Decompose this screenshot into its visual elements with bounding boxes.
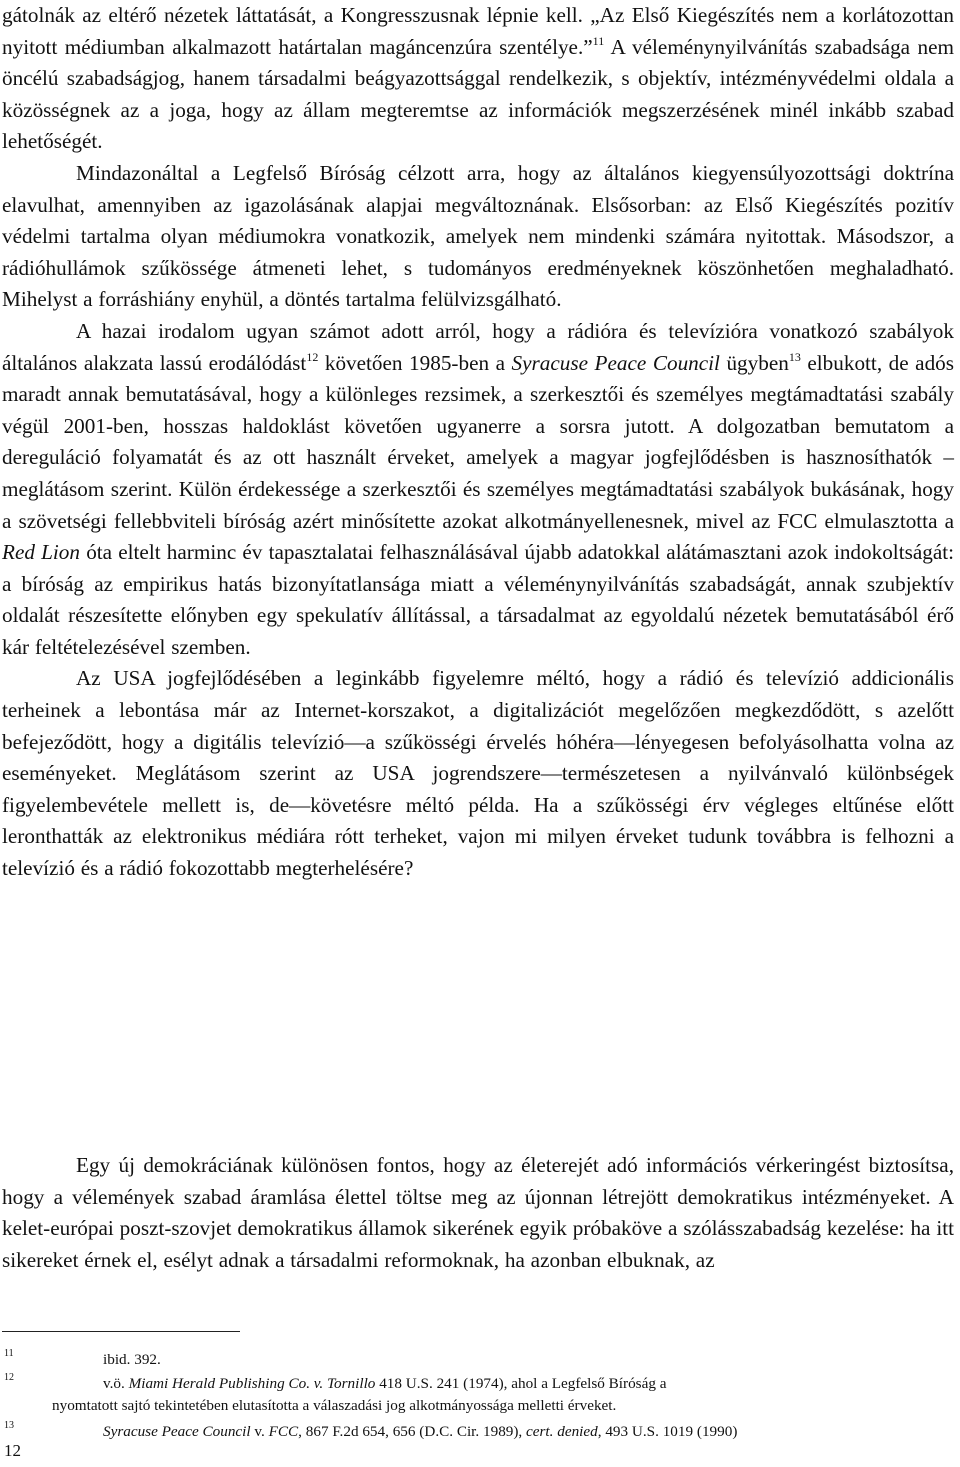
footnote-12-continued: nyomtatott sajtó tekintetében elutasította a válaszadási jog alkotmányossága melletti érveket. <box>52 1397 617 1414</box>
footnote-number: 13 <box>4 1420 14 1431</box>
paragraph-text: A hazai irodalom ugyan számot adott arról, hogy a rádióra és televízióra vonatkozó szabályok általános alakzata lassú erodálódást <box>2 318 954 375</box>
footnote-text-part: , 867 F.2d 654, 656 (D.C. Cir. 1989), <box>298 1423 527 1440</box>
body-text-lower <box>0 1150 956 1276</box>
paragraph: Egy új demokráciának különösen fontos, hogy az életerejét adó információs vérkeringést biztosítsa, hogy a vélemények szabad áramlása élettel töltse meg az újonnan létrejött demokratikus intézményeket. A kelet-európai poszt-szovjet demokratikus államok sikerének egyik próbaköve a szólásszabadság kezelése: ha itt sikereket érnek el, esélyt adnak a társadalmi reformoknak, ha azonban elbuknak, az <box>2 1153 954 1272</box>
case-name-italic: FCC <box>268 1423 299 1440</box>
footnote-ref-12[interactable]: 12 <box>306 349 319 364</box>
paragraph-text: óta eltelt harminc év tapasztalatai felhasználásával újabb adatokkal alátámasztani azok indokoltságát: a bíróság az empirikus hatás bizonyítatlansága miatt a véleménynyilvánítás szabadságát, annak szubjektív oldalát részesítette előnyben egy spekulatív állítással, a társadalmat az egyoldalú nézetek bemutatásából érő kár feltételezésével szemben. <box>2 540 954 659</box>
paragraph-text: A véleménynyilvánítás szabadsága nem öncélú szabadságjog, hanem társadalmi beágyazottsággal rendelkezik, s objektív, intézményvédelmi oldala a közösségnek az a joga, hogy az állam megteremtse az információk megszerzésének minél inkább szabad lehetőségét. <box>2 34 954 154</box>
footnote-text <box>103 1374 955 1394</box>
footnote-separator <box>2 1331 240 1332</box>
case-name-italic: Miami Herald Publishing Co. v. Tornillo <box>128 1375 376 1392</box>
paragraph-text: elbukott, de adós maradt annak bemutatásával, hogy a különleges rezsimek, a szerkesztői és személyes megtámadtatási szabály végül 2001-ben, hosszas haldoklást követően ugyanerre a sorsra jutott. A dolgozatban bemutatom a dereguláció folyamatát és az ott használt érveket, amelyek a magyar jogfejlődésben is hasznosíthatók – meglátásom szerint. Külön érdekessége a szerkesztői és személyes megtámadtatási szabályok bukásának, hogy a szövetségi fellebbviteli bíróság azért minősítette azokat alkotmányellenesnek, mivel az FCC elmulasztotta a <box>2 350 955 533</box>
footnote-text-part: 418 U.S. 241 (1974), ahol a Legfelső Bíróság a <box>375 1375 667 1392</box>
case-name-italic: Syracuse Peace Council <box>511 350 720 375</box>
footnote-text: ibid. 392. <box>103 1351 161 1368</box>
footnote-text-part: v. <box>250 1423 269 1440</box>
footnote-text-part: , 493 U.S. 1019 (1990) <box>597 1423 738 1440</box>
footnote-ref-13[interactable]: 13 <box>788 349 801 364</box>
case-name-italic: Syracuse Peace Council <box>103 1423 251 1440</box>
footnote-text-part: v.ö. <box>103 1375 129 1392</box>
paragraph <box>0 316 956 664</box>
footnote-number: 11 <box>4 1348 14 1359</box>
case-name-italic: Red Lion <box>2 540 80 565</box>
paragraph-text: gátolnák az eltérő nézetek láttatását, a Kongresszusnak lépnie kell. „Az Első Kiegészítés nem a korlátozottan nyitott médiumban alkalmazott határtalan magáncenzúra szentélye.” <box>2 3 954 59</box>
paragraph-continued <box>0 0 956 158</box>
paragraph: Mindazonáltal a Legfelső Bíróság célzott arra, hogy az általános kiegyensúlyozottsági doktrína elavulhat, amennyiben az igazolásának alapjai megváltoznának. Elsősorban: az Első Kiegészítés pozitív védelmi tartalma olyan médiumokra vonatkozik, amelyek nem mindenki számára nyitottak. Másodszor, a rádióhullámok szűkössége átmeneti lehet, s tudományos eredményeknek köszönhetően meghaladható. Mihelyst a forráshiány enyhül, a döntés tartalma felülvizsgálható. <box>2 160 954 312</box>
footnote-ref-11[interactable]: 11 <box>592 33 605 48</box>
paragraph-text: ügyben <box>719 350 789 375</box>
footnote-number: 12 <box>4 1372 14 1383</box>
citation-italic: cert. denied <box>526 1423 598 1440</box>
paragraph-text: követően 1985-ben a <box>318 350 512 375</box>
footnote-text <box>103 1422 955 1442</box>
paragraph: Az USA jogfejlődésében a leginkább figyelemre méltó, hogy a rádió és televízió addicionális terheinek a lebontása már az Internet-korszakot, a digitalizációt megelőzően megkezdődött, s azelőtt befejeződött, hogy a digitális televízió—a szűkösségi érvelés hóhéra—lényegesen befolyásolhatta volna az eseményeket. Meglátásom szerint az USA jogrendszere—természetesen a nyilvánvaló különbségek figyelembevétele mellett is, de—követésre méltó példa. Ha a szűkösségi érv végleges eltűnése előtt leronthatták az elektronikus médiára rótt terheket, vajon mi milyen érveket tudunk továbbra is felhozni a televízió és a rádió fokozottabb megterhelésére? <box>2 666 954 881</box>
page-number: 12 <box>4 1441 21 1460</box>
